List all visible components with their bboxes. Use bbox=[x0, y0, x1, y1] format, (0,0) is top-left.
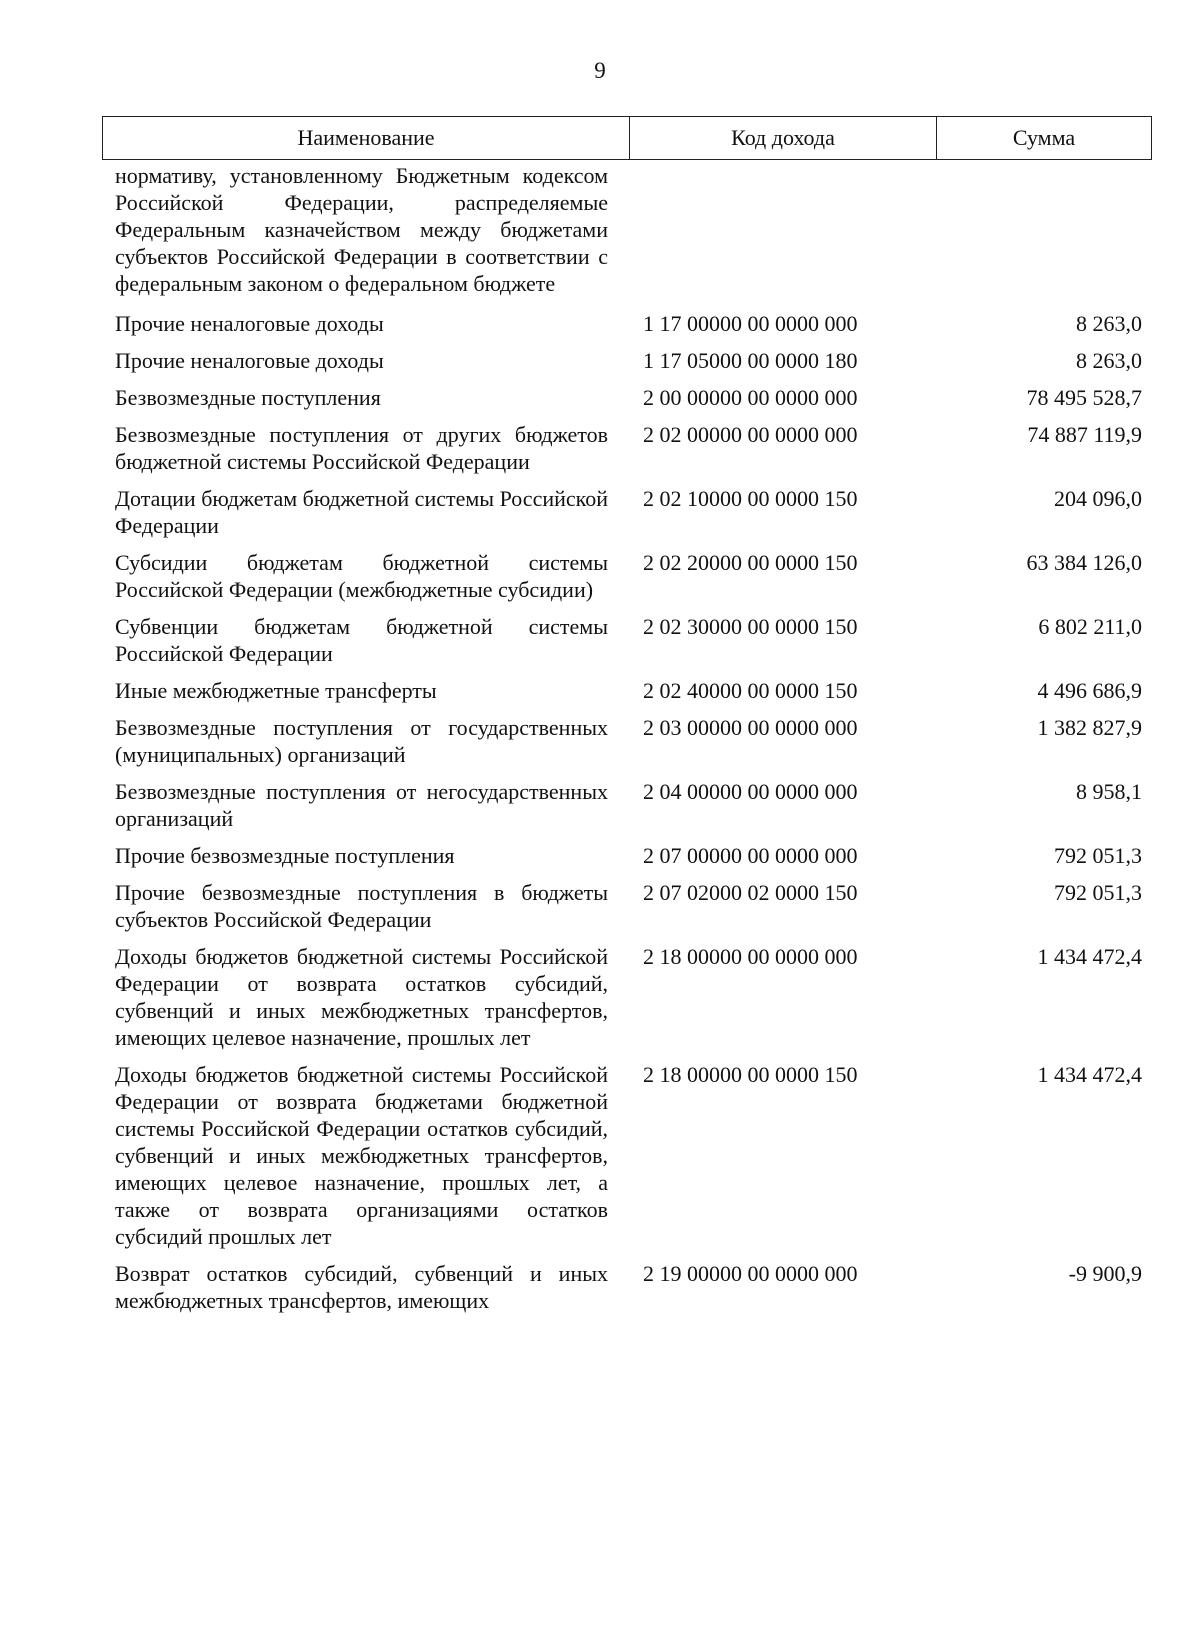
row-name: Безвозмездные поступления от государственных (муниципальных) организаций bbox=[115, 715, 608, 767]
row-code: 2 02 00000 00 0000 000 bbox=[643, 422, 858, 447]
table-row bbox=[102, 879, 1152, 933]
row-name: Безвозмездные поступления от негосударственных организаций bbox=[115, 779, 608, 831]
row-sum: 78 495 528,7 bbox=[1026, 385, 1142, 410]
table-row bbox=[102, 943, 1152, 1051]
table-row bbox=[102, 421, 1152, 475]
row-code: 2 07 00000 00 0000 000 bbox=[643, 843, 858, 868]
table-row bbox=[102, 613, 1152, 667]
row-sum: 8 958,1 bbox=[1076, 779, 1142, 804]
row-code: 2 02 20000 00 0000 150 bbox=[643, 550, 858, 575]
table-row bbox=[102, 485, 1152, 539]
continuation-text: нормативу, установленному Бюджетным кодексом Российской Федерации, распределяемые Федеральным казначейством между бюджетами субъектов Российской Федерации в соответствии с федеральным законом о федеральном бюджете bbox=[115, 163, 608, 296]
table-row bbox=[102, 549, 1152, 603]
table-row bbox=[102, 842, 1152, 869]
row-code: 2 03 00000 00 0000 000 bbox=[643, 715, 858, 740]
row-code: 2 18 00000 00 0000 150 bbox=[643, 1062, 858, 1087]
row-name: Безвозмездные поступления от других бюджетов бюджетной системы Российской Федерации bbox=[115, 422, 608, 474]
row-name: Прочие неналоговые доходы bbox=[115, 348, 384, 373]
row-sum: 6 802 211,0 bbox=[1038, 614, 1142, 639]
header-name: Наименование bbox=[103, 117, 630, 159]
row-name: Доходы бюджетов бюджетной системы Российской Федерации от возврата остатков субсидий, субвенций и иных межбюджетных трансфертов, имеющих целевое назначение, прошлых лет bbox=[115, 944, 608, 1050]
revenue-table bbox=[102, 116, 1152, 1324]
table-row bbox=[102, 778, 1152, 832]
table-row bbox=[102, 310, 1152, 337]
row-sum: 8 263,0 bbox=[1076, 348, 1142, 373]
row-code: 2 00 00000 00 0000 000 bbox=[643, 385, 858, 410]
row-name: Субсидии бюджетам бюджетной системы Российской Федерации (межбюджетные субсидии) bbox=[115, 550, 608, 602]
row-name: Субвенции бюджетам бюджетной системы Российской Федерации bbox=[115, 614, 608, 666]
continuation-row bbox=[102, 162, 1152, 297]
row-sum: 792 051,3 bbox=[1054, 843, 1142, 868]
row-sum: 63 384 126,0 bbox=[1026, 550, 1142, 575]
table-row bbox=[102, 714, 1152, 768]
row-name: Доходы бюджетов бюджетной системы Российской Федерации от возврата бюджетами бюджетной системы Российской Федерации остатков субсидий, субвенций и иных межбюджетных трансфертов, имеющих целевое назначение, прошлых лет, а также от возврата организациями остатков субсидий прошлых лет bbox=[115, 1062, 608, 1249]
row-name: Дотации бюджетам бюджетной системы Российской Федерации bbox=[115, 486, 608, 538]
row-sum: 8 263,0 bbox=[1076, 311, 1142, 336]
row-name: Иные межбюджетные трансферты bbox=[115, 678, 437, 703]
table-row bbox=[102, 677, 1152, 704]
row-sum: 1 382 827,9 bbox=[1037, 715, 1142, 740]
table-row bbox=[102, 1061, 1152, 1250]
row-sum: 74 887 119,9 bbox=[1027, 422, 1142, 447]
row-name: Прочие безвозмездные поступления bbox=[115, 843, 455, 868]
row-code: 2 02 10000 00 0000 150 bbox=[643, 486, 858, 511]
row-sum: 1 434 472,4 bbox=[1037, 944, 1142, 969]
row-sum: -9 900,9 bbox=[1068, 1261, 1142, 1286]
row-code: 2 02 30000 00 0000 150 bbox=[643, 614, 858, 639]
row-name: Безвозмездные поступления bbox=[115, 385, 381, 410]
row-code: 2 19 00000 00 0000 000 bbox=[643, 1261, 858, 1286]
row-code: 2 02 40000 00 0000 150 bbox=[643, 678, 858, 703]
header-sum: Сумма bbox=[1012, 125, 1076, 150]
table-header bbox=[102, 116, 1152, 160]
header-code: Код дохода bbox=[630, 117, 937, 159]
row-name: Прочие неналоговые доходы bbox=[115, 311, 384, 336]
row-name: Прочие безвозмездные поступления в бюджеты субъектов Российской Федерации bbox=[115, 880, 608, 932]
table-body bbox=[102, 162, 1152, 1314]
table-row bbox=[102, 347, 1152, 374]
row-name: Возврат остатков субсидий, субвенций и иных межбюджетных трансфертов, имеющих bbox=[115, 1261, 608, 1313]
table-row bbox=[102, 1260, 1152, 1314]
row-code: 2 07 02000 02 0000 150 bbox=[643, 880, 858, 905]
table-row bbox=[102, 384, 1152, 411]
row-code: 2 04 00000 00 0000 000 bbox=[643, 779, 858, 804]
row-sum: 1 434 472,4 bbox=[1037, 1062, 1142, 1087]
row-sum: 792 051,3 bbox=[1054, 880, 1142, 905]
row-sum: 4 496 686,9 bbox=[1037, 678, 1142, 703]
page-number: 9 bbox=[594, 58, 606, 83]
row-code: 2 18 00000 00 0000 000 bbox=[643, 944, 858, 969]
row-code: 1 17 05000 00 0000 180 bbox=[643, 348, 858, 373]
row-code: 1 17 00000 00 0000 000 bbox=[643, 311, 858, 336]
row-sum: 204 096,0 bbox=[1054, 486, 1142, 511]
